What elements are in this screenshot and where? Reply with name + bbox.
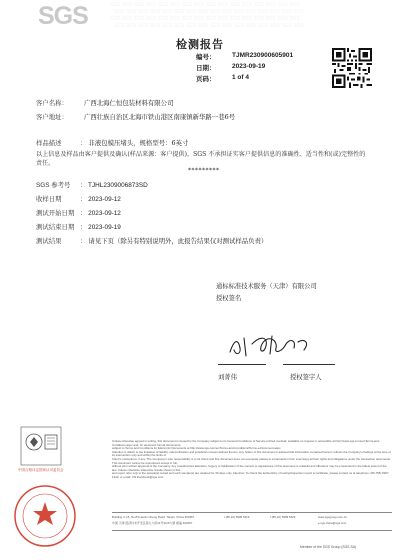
svg-text:SGS SGS SGS SGS SGS SGS SGS SG: SGS SGS SGS SGS SGS SGS SGS SGS SGS SGS SGS SGS SGS SGS SGS SGS [114,23,304,28]
section-separator: ********* [188,167,220,174]
terms-line: Attention is drawn to the limitation of liability, indemnification and jurisdiction issues defined therein. Any holder of this document is advised that information contained hereon reflects the Company's findings at the time of its intervention only and within the limits of [112,449,391,458]
client-name-value: 广西北海仁恒包装材料有限公司 [84,99,174,107]
terms-line: without prior written approval of the Company. Any unauthorized alteration, forgery or falsification of the content or appearance of this document is unlawful and offenders may be prosecuted to the fullest extent of the law. Unless otherwise stated the results shown in this [112,464,387,472]
footer-address: Building C-15, No.84 Heiniu Cheng Road, Tianjin, China 300457 [112,515,195,519]
footer-tel: t (86-22) 5999 5319 [224,515,250,519]
header-watermark-pattern [110,0,400,28]
report-number-value: TJMR230900605901 [232,52,294,59]
page-number-value: 1 of 4 [232,74,249,81]
terms-line: test report refer only to the sample(s) tested and such sample(s) are retained for 30 days only. Attention: To check the authenticity of testing/inspection report & certificate, please contact us at telephone: (86-755) 8307 1443, or email: CN.Doccheck@sgs.com [112,471,389,479]
terms-line: Unless otherwise agreed in writing, this document is issued by the Company subject to its General Conditions of Service printed overleaf, available on request or accessible at http://www.sgs.com/en/Terms-and-Conditions.aspx and, for electronic format documents, [112,439,380,447]
sgs-reference-label: SGS 参考号 [36,182,71,189]
report-date-value: 2023-09-19 [232,63,266,70]
test-result-label: 测试结果 [36,237,62,245]
sgs-reference-value: ： TJHL2309006873SD [80,182,148,189]
cnas-ilac-mark [20,426,62,466]
svg-text:SGS SGS SGS SGS SGS SGS SGS SG: SGS SGS SGS SGS SGS SGS SGS SGS SGS SGS SGS SGS SGS SGS SGS SGS [114,9,304,15]
report-number-label: 编号： [196,53,216,61]
sgs-logo-text: SGS [38,2,88,28]
signature-line-right [283,364,335,365]
signatory-company: 通标标准技术服务（天津）有限公司 [216,283,317,290]
test-end-value: ： 2023-09-19 [80,224,121,231]
test-end-label: 测试结束日期 [36,223,75,231]
client-address-label: 客户地址： [36,113,68,121]
test-result-value: ： 请见下页（除另有特别说明外，此报告结果仅对测试样品负责） [80,237,268,245]
test-start-value: ： 2023-09-12 [80,210,121,217]
terms-block [112,440,392,480]
red-certification-stamp [10,480,80,550]
footer-fax: f (86-22) 5999 5329 [270,515,296,519]
footer-address-cn: 中国·天津·经济技术开发区第九大街41号SGS大厦 邮编 300457 [112,521,193,525]
sgs-member-text: Member of the SGS Group (SGS SA) [300,545,357,549]
report-title: 检测报告 [176,38,224,51]
signature-line-left [218,364,266,365]
footer-email[interactable]: e sgs.china@sgs.com [318,521,347,525]
sample-description-value: ： 非液包模压堵头，规格型号：6英寸 [80,139,189,147]
signatory-name: 刘菁伟 [218,374,237,381]
received-date-value: ： 2023-09-12 [80,196,121,203]
qr-code[interactable] [332,48,372,88]
svg-text:SGS SGS SGS SGS SGS SGS SGS SG: SGS SGS SGS SGS SGS SGS SGS SGS SGS SGS SGS SGS SGS SGS SGS SGS [110,2,300,8]
svg-text:SGS SGS SGS SGS SGS SGS SGS SG: SGS SGS SGS SGS SGS SGS SGS SGS SGS SGS SGS SGS SGS SGS SGS SGS [110,16,300,22]
sample-disclaimer: 以上信息及样品由客户提供及确认(样品来源：客户提供)，SGS 不承担证实客户提供信息的准确性、适当性和(或)完整性的责任。 [36,151,366,167]
test-start-label: 测试开始日期 [36,209,75,217]
footer-website[interactable]: www.sgsgroup.com.cn [318,515,347,519]
terms-line: subject to Terms and Conditions for Electronic Documents at http://www.sgs.com/en/Terms-and-Conditions/Terms-e-Document.aspx. [112,446,282,451]
report-date-label: 日期： [196,64,216,72]
handwritten-signature [224,330,314,360]
received-date-label: 收样日期 [36,195,62,203]
signatory-authorized: 授权签名 [216,295,242,302]
cnas-badge-text: 中国合格评定国家认可委员会 [18,468,64,472]
page-number-label: 页码： [196,75,216,83]
client-name-label: 客户名称： [36,99,68,107]
footer-divider [112,512,392,513]
terms-line: Client's instructions, if any. The Company's sole responsibility is to its Client and this document does not exonerate parties to a transaction from exercising all their rights and obligations under the transaction documents. This document cannot be reproduced except in full, [112,456,391,465]
client-address-value: 广西壮族自治区北海市铁山港区南康镇新华路一巷6号 [84,113,236,121]
footer-divider-2 [112,530,392,531]
sgs-logo [38,2,90,28]
signatory-role: 授权签字人 [290,374,322,381]
sample-description-label: 样品描述 [36,139,62,147]
